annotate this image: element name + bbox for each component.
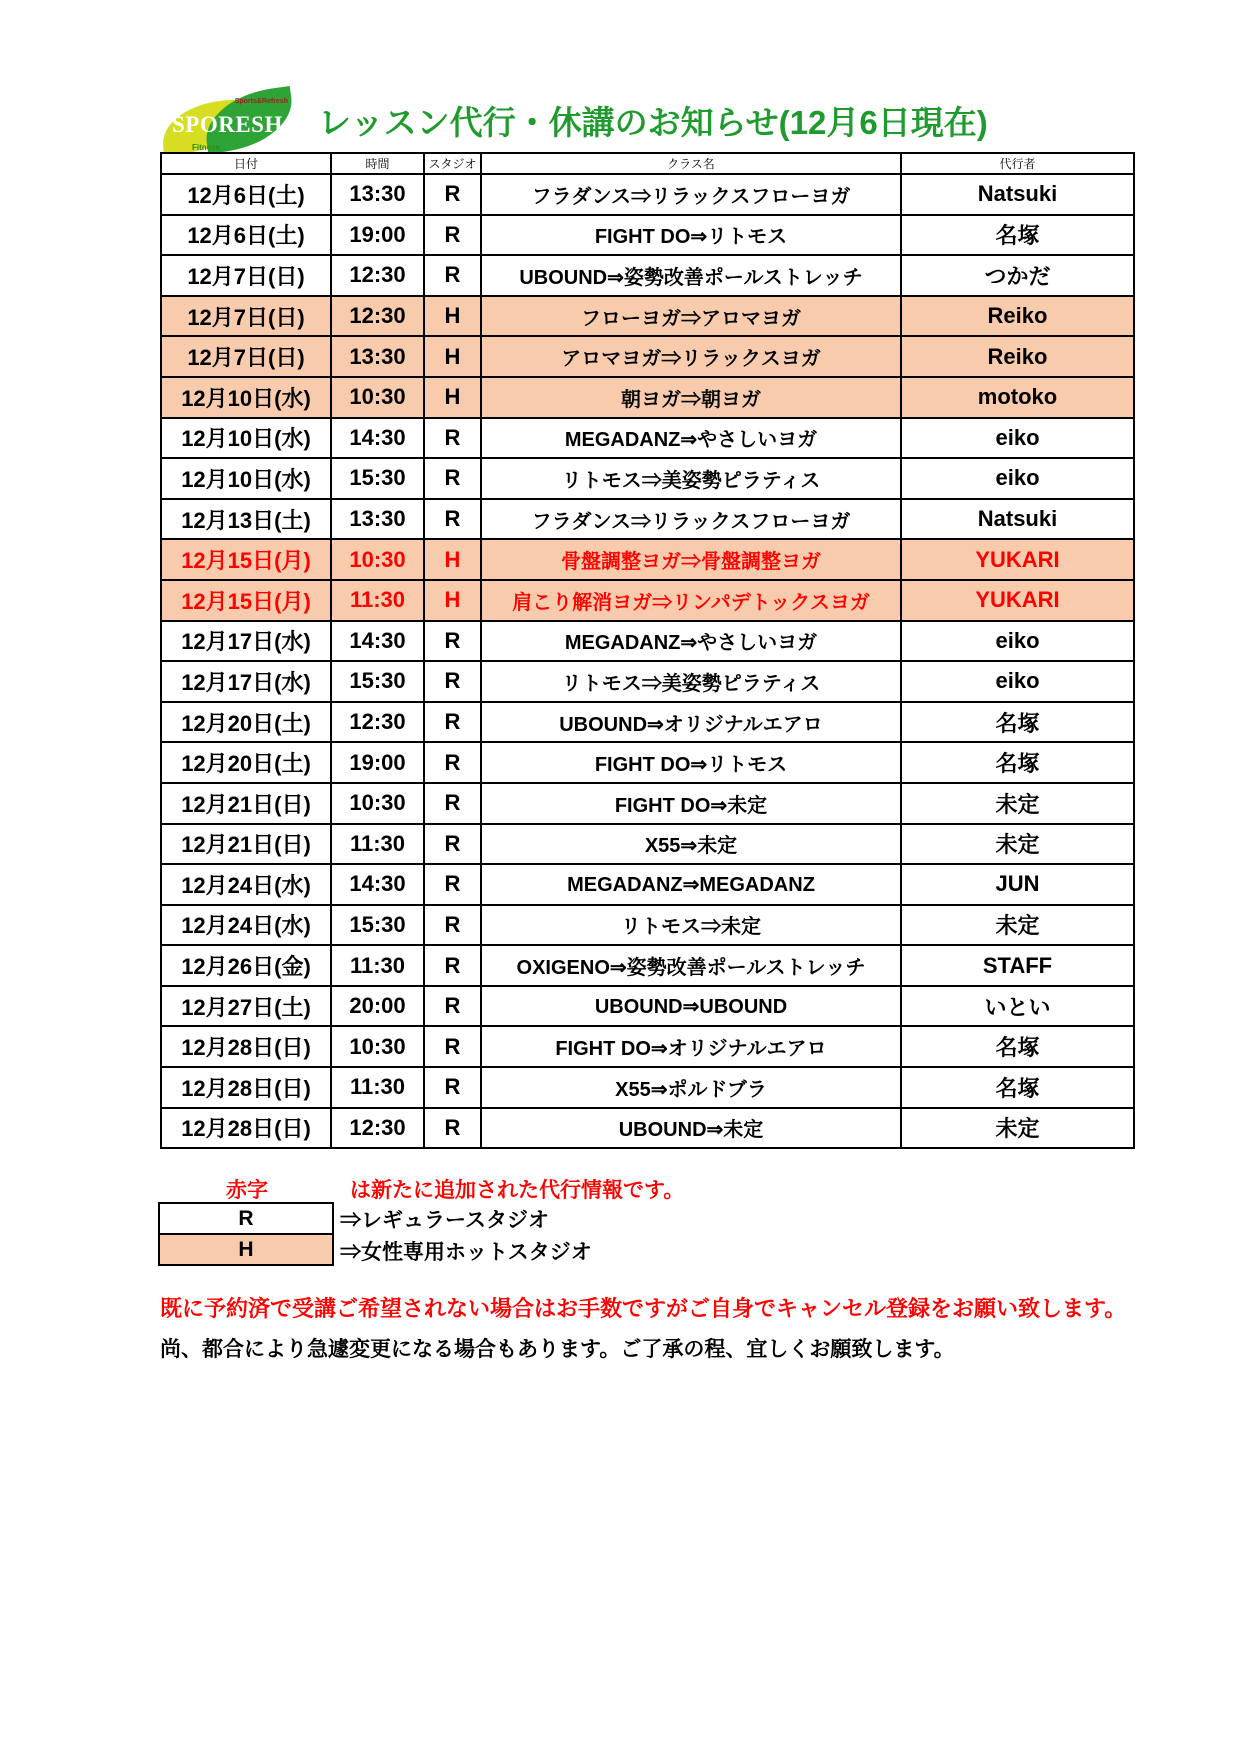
class-cell: X55⇒未定 (481, 824, 901, 865)
time-cell: 10:30 (331, 783, 424, 824)
substitute-cell: motoko (901, 377, 1134, 418)
class-cell: MEGADANZ⇒やさしいヨガ (481, 418, 901, 459)
substitute-cell: 未定 (901, 1108, 1134, 1149)
date-cell: 12月20日(土) (161, 702, 331, 743)
class-cell: フローヨガ⇒アロマヨガ (481, 296, 901, 337)
substitute-cell: JUN (901, 864, 1134, 905)
legend-h-desc: ⇒女性専用ホットスタジオ (340, 1240, 592, 1264)
date-cell: 12月24日(水) (161, 905, 331, 946)
studio-cell: R (424, 621, 481, 662)
date-cell: 12月6日(土) (161, 215, 331, 256)
substitute-cell: Reiko (901, 336, 1134, 377)
substitute-cell: 名塚 (901, 1026, 1134, 1067)
substitute-cell: 名塚 (901, 702, 1134, 743)
date-cell: 12月7日(日) (161, 255, 331, 296)
studio-cell: R (424, 458, 481, 499)
class-cell: X55⇒ポルドブラ (481, 1067, 901, 1108)
time-cell: 10:30 (331, 1026, 424, 1067)
class-cell: UBOUND⇒オリジナルエアロ (481, 702, 901, 743)
time-cell: 15:30 (331, 661, 424, 702)
schedule-row (161, 905, 1134, 946)
class-cell: リトモス⇒未定 (481, 905, 901, 946)
legend-red-note: は新たに追加された代行情報です。 (350, 1179, 685, 1202)
class-cell: UBOUND⇒姿勢改善ポールストレッチ (481, 255, 901, 296)
schedule-row (161, 296, 1134, 337)
schedule-row (161, 742, 1134, 783)
time-cell: 20:00 (331, 986, 424, 1027)
date-cell: 12月24日(水) (161, 864, 331, 905)
schedule-row (161, 539, 1134, 580)
schedule-row (161, 945, 1134, 986)
studio-cell: R (424, 905, 481, 946)
substitute-cell: eiko (901, 458, 1134, 499)
schedule-table (160, 152, 1135, 1149)
date-cell: 12月21日(日) (161, 824, 331, 865)
studio-cell: R (424, 174, 481, 215)
time-cell: 11:30 (331, 824, 424, 865)
substitute-cell: 未定 (901, 905, 1134, 946)
studio-cell: R (424, 499, 481, 540)
class-cell: 肩こり解消ヨガ⇒リンパデトックスヨガ (481, 580, 901, 621)
studio-cell: H (424, 336, 481, 377)
studio-cell: R (424, 824, 481, 865)
schedule-body (161, 174, 1134, 1148)
class-cell: リトモス⇒美姿勢ピラティス (481, 458, 901, 499)
class-cell: UBOUND⇒未定 (481, 1108, 901, 1149)
date-cell: 12月10日(水) (161, 458, 331, 499)
schedule-row (161, 783, 1134, 824)
schedule-row (161, 1067, 1134, 1108)
class-cell: 朝ヨガ⇒朝ヨガ (481, 377, 901, 418)
studio-cell: R (424, 945, 481, 986)
sporesh-logo (162, 90, 294, 156)
time-cell: 12:30 (331, 1108, 424, 1149)
time-cell: 15:30 (331, 905, 424, 946)
time-cell: 15:30 (331, 458, 424, 499)
time-cell: 11:30 (331, 1067, 424, 1108)
date-cell: 12月7日(日) (161, 296, 331, 337)
class-cell: MEGADANZ⇒MEGADANZ (481, 864, 901, 905)
schedule-row (161, 580, 1134, 621)
time-cell: 11:30 (331, 580, 424, 621)
class-cell: 骨盤調整ヨガ⇒骨盤調整ヨガ (481, 539, 901, 580)
date-cell: 12月13日(土) (161, 499, 331, 540)
substitute-cell: STAFF (901, 945, 1134, 986)
studio-cell: R (424, 1026, 481, 1067)
substitute-cell: 名塚 (901, 742, 1134, 783)
date-cell: 12月7日(日) (161, 336, 331, 377)
date-cell: 12月21日(日) (161, 783, 331, 824)
date-cell: 12月10日(水) (161, 418, 331, 459)
logo-tagline-bottom: Fitness (192, 143, 221, 152)
date-cell: 12月28日(日) (161, 1026, 331, 1067)
class-cell: FIGHT DO⇒未定 (481, 783, 901, 824)
class-cell: フラダンス⇒リラックスフローヨガ (481, 499, 901, 540)
date-cell: 12月6日(土) (161, 174, 331, 215)
substitute-cell: 名塚 (901, 1067, 1134, 1108)
studio-cell: R (424, 661, 481, 702)
time-cell: 10:30 (331, 377, 424, 418)
substitute-cell: YUKARI (901, 580, 1134, 621)
class-cell: アロマヨガ⇒リラックスヨガ (481, 336, 901, 377)
studio-cell: R (424, 255, 481, 296)
time-cell: 19:00 (331, 742, 424, 783)
header-row (161, 153, 1134, 174)
substitute-cell: Reiko (901, 296, 1134, 337)
time-cell: 14:30 (331, 864, 424, 905)
column-header: スタジオ (424, 153, 481, 174)
schedule-row (161, 215, 1134, 256)
date-cell: 12月27日(土) (161, 986, 331, 1027)
date-cell: 12月10日(水) (161, 377, 331, 418)
time-cell: 12:30 (331, 255, 424, 296)
legend-red-label: 赤字 (226, 1179, 268, 1202)
studio-legend (158, 1202, 592, 1266)
studio-cell: H (424, 377, 481, 418)
legend-r-box (158, 1202, 334, 1235)
date-cell: 12月26日(金) (161, 945, 331, 986)
studio-cell: R (424, 1108, 481, 1149)
studio-cell: H (424, 296, 481, 337)
column-header: クラス名 (481, 153, 901, 174)
time-cell: 14:30 (331, 418, 424, 459)
studio-cell: H (424, 539, 481, 580)
time-cell: 10:30 (331, 539, 424, 580)
studio-cell: R (424, 418, 481, 459)
substitute-cell: Natsuki (901, 174, 1134, 215)
studio-cell: R (424, 986, 481, 1027)
schedule-row (161, 418, 1134, 459)
legend-r-code: R (238, 1206, 254, 1230)
class-cell: フラダンス⇒リラックスフローヨガ (481, 174, 901, 215)
studio-cell: R (424, 864, 481, 905)
studio-cell: H (424, 580, 481, 621)
schedule-row (161, 377, 1134, 418)
schedule-row (161, 1108, 1134, 1149)
class-cell: UBOUND⇒UBOUND (481, 986, 901, 1027)
legend-r-desc: ⇒レギュラースタジオ (340, 1208, 549, 1232)
substitute-cell: いとい (901, 986, 1134, 1027)
substitute-cell: Natsuki (901, 499, 1134, 540)
schedule-row (161, 458, 1134, 499)
substitute-cell: 名塚 (901, 215, 1134, 256)
schedule-row (161, 1026, 1134, 1067)
page-title: レッスン代行・休講のお知らせ(12月6日現在) (318, 104, 988, 141)
time-cell: 13:30 (331, 174, 424, 215)
cancel-note: 既に予約済で受講ご希望されない場合はお手数ですがご自身でキャンセル登録をお願い致します。 (160, 1296, 1127, 1321)
substitute-cell: 未定 (901, 824, 1134, 865)
logo-wordmark: SPORESH (172, 112, 283, 137)
time-cell: 14:30 (331, 621, 424, 662)
change-note: 尚、都合により急遽変更になる場合もあります。ご了承の程、宜しくお願致します。 (160, 1338, 955, 1361)
schedule-row (161, 174, 1134, 215)
class-cell: MEGADANZ⇒やさしいヨガ (481, 621, 901, 662)
column-header: 時間 (331, 153, 424, 174)
time-cell: 12:30 (331, 702, 424, 743)
legend-h-code: H (238, 1237, 254, 1261)
time-cell: 13:30 (331, 336, 424, 377)
legend-h-box (158, 1235, 334, 1266)
substitute-cell: YUKARI (901, 539, 1134, 580)
substitute-cell: つかだ (901, 255, 1134, 296)
substitute-cell: eiko (901, 621, 1134, 662)
schedule-row (161, 702, 1134, 743)
logo-tagline-top: Sports&Refresh (234, 98, 288, 105)
schedule-row (161, 336, 1134, 377)
date-cell: 12月20日(土) (161, 742, 331, 783)
class-cell: OXIGENO⇒姿勢改善ポールストレッチ (481, 945, 901, 986)
date-cell: 12月28日(日) (161, 1067, 331, 1108)
studio-cell: R (424, 1067, 481, 1108)
time-cell: 13:30 (331, 499, 424, 540)
time-cell: 19:00 (331, 215, 424, 256)
class-cell: リトモス⇒美姿勢ピラティス (481, 661, 901, 702)
column-header: 代行者 (901, 153, 1134, 174)
schedule-row (161, 986, 1134, 1027)
schedule-row (161, 255, 1134, 296)
substitute-cell: eiko (901, 418, 1134, 459)
date-cell: 12月15日(月) (161, 580, 331, 621)
date-cell: 12月17日(水) (161, 661, 331, 702)
schedule-row (161, 661, 1134, 702)
class-cell: FIGHT DO⇒オリジナルエアロ (481, 1026, 901, 1067)
schedule-row (161, 499, 1134, 540)
column-header: 日付 (161, 153, 331, 174)
date-cell: 12月17日(水) (161, 621, 331, 662)
studio-cell: R (424, 702, 481, 743)
substitute-cell: eiko (901, 661, 1134, 702)
date-cell: 12月28日(日) (161, 1108, 331, 1149)
studio-cell: R (424, 215, 481, 256)
schedule-row (161, 621, 1134, 662)
class-cell: FIGHT DO⇒リトモス (481, 742, 901, 783)
time-cell: 11:30 (331, 945, 424, 986)
studio-cell: R (424, 783, 481, 824)
schedule-row (161, 864, 1134, 905)
schedule-row (161, 824, 1134, 865)
time-cell: 12:30 (331, 296, 424, 337)
date-cell: 12月15日(月) (161, 539, 331, 580)
class-cell: FIGHT DO⇒リトモス (481, 215, 901, 256)
substitute-cell: 未定 (901, 783, 1134, 824)
studio-cell: R (424, 742, 481, 783)
